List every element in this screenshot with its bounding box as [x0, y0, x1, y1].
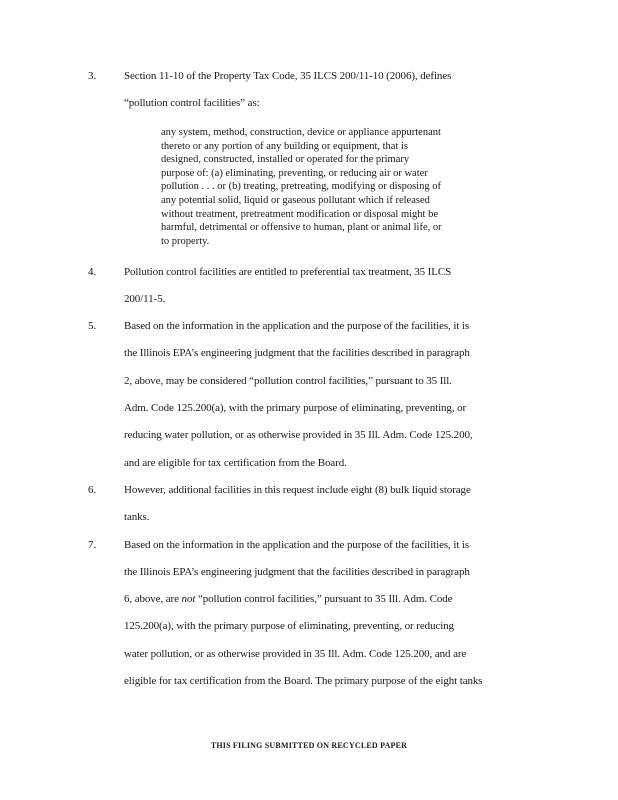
quote-line: harmful, detrimental or offensive to human, plant or animal life, or	[161, 222, 442, 234]
paragraph-line: Based on the information in the application and the purpose of the facilities, it is	[124, 539, 470, 551]
paragraph-number: 7.	[88, 539, 97, 551]
paragraph-line: Adm. Code 125.200(a), with the primary purpose of eliminating, preventing, or	[124, 402, 467, 414]
paragraph-line: However, additional facilities in this request include eight (8) bulk liquid storage	[124, 484, 471, 496]
paragraph-line: tanks.	[124, 511, 150, 523]
paragraph-number: 3.	[88, 70, 97, 82]
paragraph-line: 6, above, are not “pollution control facilities,” pursuant to 35 Ill. Adm. Code	[124, 593, 453, 605]
paragraph-line: and are eligible for tax certification from the Board.	[124, 457, 347, 469]
quote-line: designed, constructed, installed or operated for the primary	[161, 154, 410, 166]
page-footer: THIS FILING SUBMITTED ON RECYCLED PAPER	[210, 741, 408, 750]
paragraph-line: eligible for tax certification from the Board. The primary purpose of the eight tanks	[124, 675, 483, 687]
paragraph-line: 200/11-5.	[124, 293, 166, 305]
paragraph-line: reducing water pollution, or as otherwise provided in 35 Ill. Adm. Code 125.200,	[124, 429, 473, 441]
quote-line: pollution . . . or (b) treating, pretreating, modifying or disposing of	[161, 181, 441, 193]
paragraph-line: Based on the information in the application and the purpose of the facilities, it is	[124, 320, 470, 332]
paragraph-number: 5.	[88, 320, 97, 332]
quote-line: without treatment, pretreatment modification or disposal might be	[161, 208, 439, 220]
quote-line: to property.	[161, 235, 210, 247]
paragraph-line: Pollution control facilities are entitled to preferential tax treatment, 35 ILCS	[124, 266, 452, 278]
paragraph-line: the Illinois EPA’s engineering judgment that the facilities described in paragraph	[124, 347, 470, 359]
paragraph-number: 4.	[88, 266, 97, 278]
quote-line: any system, method, construction, device or appliance appurtenant	[161, 127, 441, 138]
paragraph-line: the Illinois EPA’s engineering judgment that the facilities described in paragraph	[124, 566, 470, 578]
paragraph-line: “pollution control facilities” as:	[124, 97, 260, 109]
quote-line: purpose of: (a) eliminating, preventing, or reducing air or water	[161, 167, 428, 179]
paragraph-number: 6.	[88, 484, 97, 496]
quote-line: thereto or any portion of any building or equipment, that is	[161, 140, 408, 152]
paragraph-line: 125.200(a), with the primary purpose of eliminating, preventing, or reducing	[124, 620, 454, 632]
paragraph-line: water pollution, or as otherwise provided in 35 Ill. Adm. Code 125.200, and are	[124, 648, 467, 660]
paragraph-line: Section 11-10 of the Property Tax Code, 35 ILCS 200/11-10 (2006), defines	[124, 70, 452, 82]
paragraph-line: 2, above, may be considered “pollution control facilities,” pursuant to 35 Ill.	[124, 375, 452, 387]
quote-line: any potential solid, liquid or gaseous pollutant which if released	[161, 194, 430, 206]
block-quote	[161, 126, 491, 248]
